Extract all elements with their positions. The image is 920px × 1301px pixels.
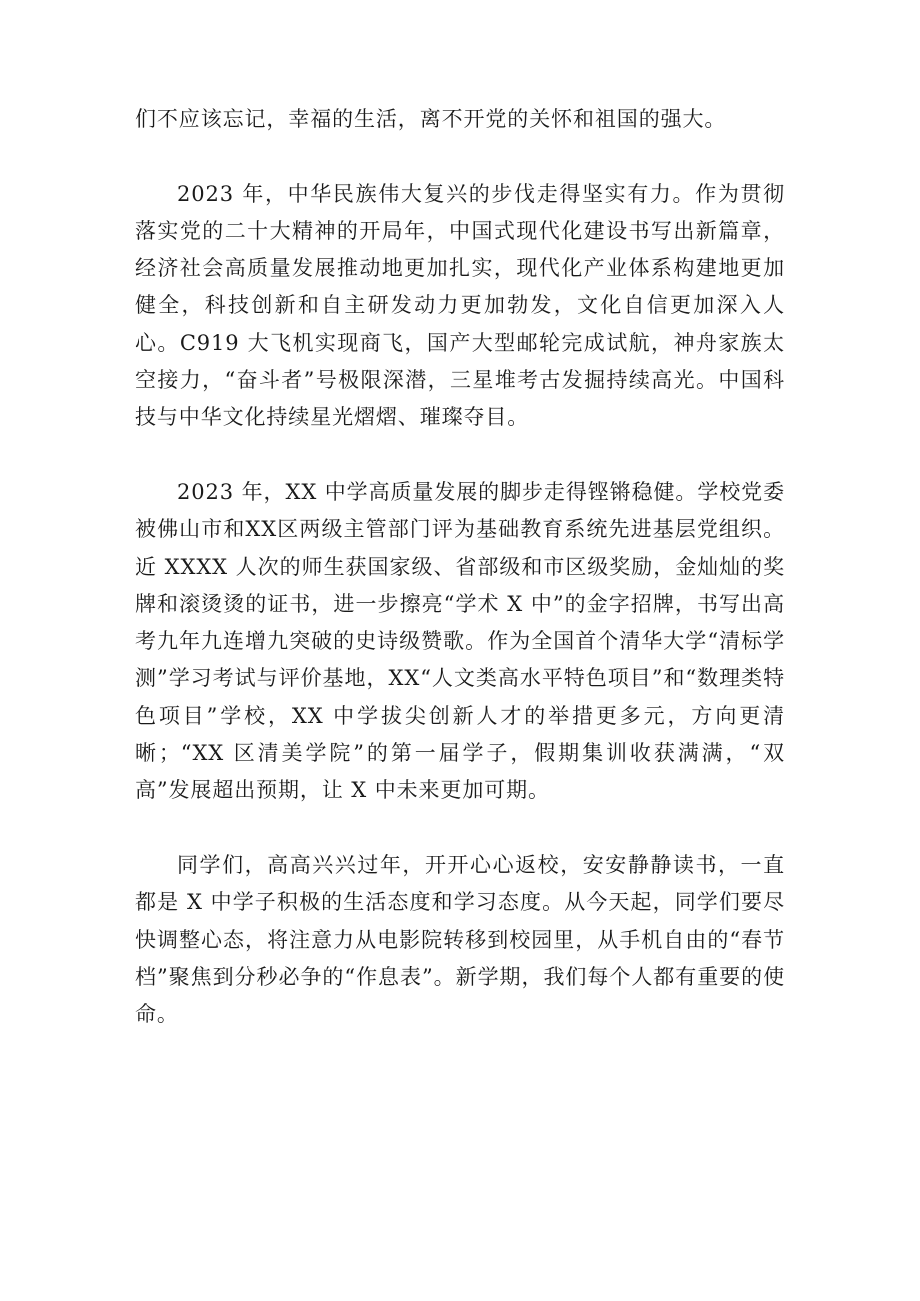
document-body [135, 101, 785, 1033]
paragraph-1: 们不应该忘记，幸福的生活，离不开党的关怀和祖国的强大。 [135, 107, 727, 131]
paragraph-2: 2023 年，中华民族伟大复兴的步伐走得坚实有力。作为贯彻落实党的二十大精神的开局年，中国式现代化建设书写出新篇章，经济社会高质量发展推动地更加扎实，现代化产业体系构建地更加健全，科技创新和自主研发动力更加勃发，文化自信更加深入人心。C919 大飞机实现商飞，国产大型邮轮完成试航，神舟家族太空接力，“奋斗者”号极限深潜，三星堆考古发掘持续高光。中国科技与中华文化持续星光熠熠、璀璨夺目。 [135, 181, 785, 430]
paragraph-4: 同学们，高高兴兴过年，开开心心返校，安安静静读书，一直都是 X 中学子积极的生活态度和学习态度。从今天起，同学们要尽快调整心态，将注意力从电影院转移到校园里，从手机自由的“春节档”聚焦到分秒必争的“作息表”。新学期，我们每个人都有重要的使命。 [135, 852, 785, 1027]
paragraph-3: 2023 年，XX 中学高质量发展的脚步走得铿锵稳健。学校党委被佛山市和XX区两级主管部门评为基础教育系统先进基层党组织。近 XXXX 人次的师生获国家级、省部级和市区级奖励，金灿灿的奖牌和滚烫烫的证书，进一步擦亮“学术 X 中”的金字招牌，书写出高考九年九连增九突破的史诗级赞歌。作为全国首个清华大学“清标学测”学习考试与评价基地，XX“人文类高水平特色项目”和“数理类特色项目”学校，XX 中学拔尖创新人才的举措更多元，方向更清晰；“XX 区清美学院”的第一届学子，假期集训收获满满，“双高”发展超出预期，让 X 中未来更加可期。 [135, 479, 785, 803]
